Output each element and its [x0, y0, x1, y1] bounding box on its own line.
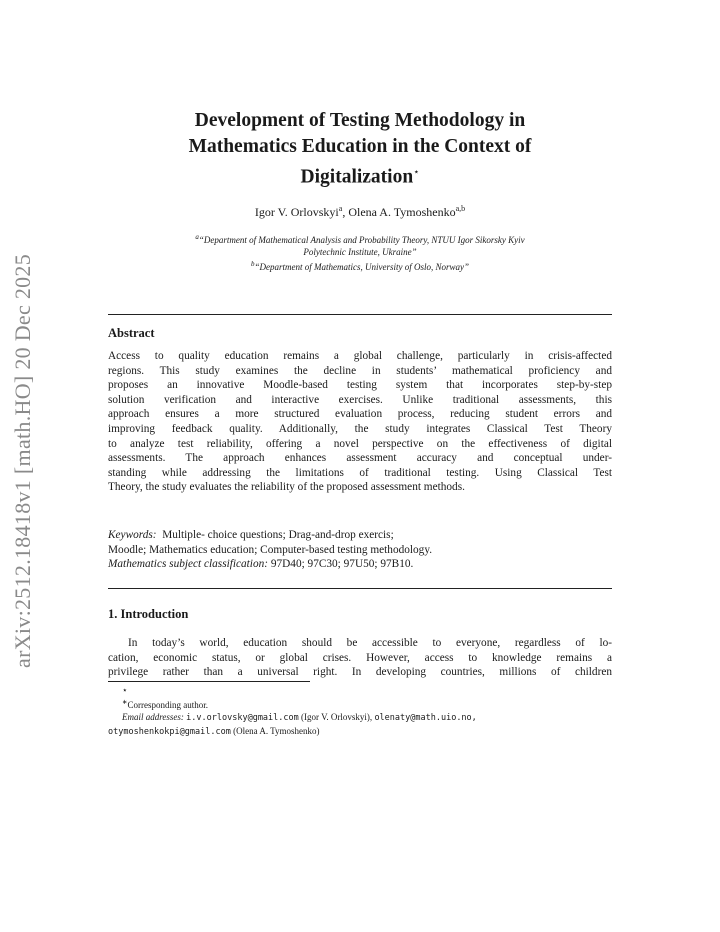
author-affiliation-mark: a,b	[455, 204, 466, 213]
abstract-bottom-rule	[108, 588, 612, 589]
corresponding-author-note: ∗Corresponding author.	[122, 698, 208, 710]
abstract-line: standing while addressing the limitations of traditional testing. Using Classical Test	[108, 466, 612, 479]
abstract-line: regions. This study examines the decline in students’ mathematical proficiency and	[108, 364, 612, 377]
email-line-cont: otymoshenkokpi@gmail.com (Olena A. Tymoshenko)	[108, 725, 320, 737]
abstract-line: solution verification and interactive exercises. Unlike traditional assessments, this	[108, 393, 612, 406]
footnotes	[108, 684, 612, 738]
author-affiliation-mark: a	[338, 204, 343, 213]
author-separator: ,	[342, 205, 349, 219]
title-footnote: ⋆	[122, 685, 128, 695]
section-heading-introduction: 1. Introduction	[108, 607, 189, 621]
abstract-line: Access to quality education remains a global challenge, particularly in crisis-affected	[108, 350, 612, 362]
intro-line: cation, economic status, or global crises. However, access to knowledge remains a	[108, 651, 612, 664]
introduction-text	[108, 636, 612, 680]
title-footnote-mark[interactable]: ⋆	[413, 167, 420, 178]
footnote-rule	[108, 681, 310, 682]
email-line: Email addresses: i.v.orlovsky@gmail.com (Igor V. Orlovskyi), olenaty@math.uio.no,	[122, 712, 477, 723]
abstract-line: proposes an innovative Moodle-based testing system that incorporates step-by-step	[108, 379, 612, 392]
author-name: Olena A. Tymoshenko	[348, 205, 456, 219]
affiliation-a-cont: Polytechnic Institute, Ukraine”	[303, 247, 417, 257]
keywords-label: Keywords:	[108, 529, 157, 541]
author-list	[108, 204, 612, 220]
arxiv-identifier: arXiv:2512.18418v1 [math.HO] 20 Dec 2025	[10, 253, 35, 668]
abstract-top-rule	[108, 314, 612, 315]
abstract-line: Theory, the study evaluates the reliability of the proposed assessment methods.	[108, 481, 465, 494]
keywords-block	[108, 528, 612, 572]
msc-line: Mathematics subject classification: 97D40; 97C30; 97U50; 97B10.	[108, 558, 414, 571]
affiliation-a: $^a$“Department of Mathematical Analysis and Probability Theory, NTUU Igor Sikorsky Kyiv	[195, 233, 525, 245]
abstract-heading: Abstract	[108, 326, 155, 340]
email-link[interactable]: olenaty@math.uio.no,	[374, 713, 477, 723]
abstract-line: improving feedback quality. Additionally, the study integrates Classical Test Theory	[108, 422, 612, 435]
msc-label: Mathematics subject classification:	[108, 558, 269, 571]
title-line-1: Development of Testing Methodology in	[194, 110, 526, 131]
intro-line: In today’s world, education should be accessible to everyone, regardless of lo-	[128, 637, 612, 649]
intro-line: privilege rather than a universal right. In developing countries, millions of children	[108, 666, 612, 679]
email-label: Email addresses:	[122, 712, 184, 722]
title-line-3: Digitalization⋆	[300, 166, 420, 188]
keywords-line: Keywords: Multiple- choice questions; Drag-and-drop exercis;	[108, 529, 394, 541]
abstract-text	[108, 349, 612, 495]
abstract-line: approach ensures a more structured evaluation process, reducing student errors and	[108, 408, 612, 421]
title-line-2: Mathematics Education in the Context of	[188, 136, 532, 157]
paper-title	[108, 108, 612, 191]
email-link[interactable]: otymoshenkokpi@gmail.com	[108, 726, 231, 737]
affiliation-b: $^b$“Department of Mathematics, University of Oslo, Norway”	[251, 260, 469, 272]
keywords-line: Moodle; Mathematics education; Computer-based testing methodology.	[108, 543, 433, 556]
author-name: Igor V. Orlovskyi	[254, 205, 339, 219]
affiliations	[108, 231, 612, 273]
abstract-line: assessments. The approach enhances assessment accuracy and conceptual under-	[108, 452, 612, 465]
abstract-line: to analyze test reliability, offering a novel perspective on the effectiveness of digital	[108, 437, 612, 450]
email-link[interactable]: i.v.orlovsky@gmail.com	[186, 713, 299, 723]
